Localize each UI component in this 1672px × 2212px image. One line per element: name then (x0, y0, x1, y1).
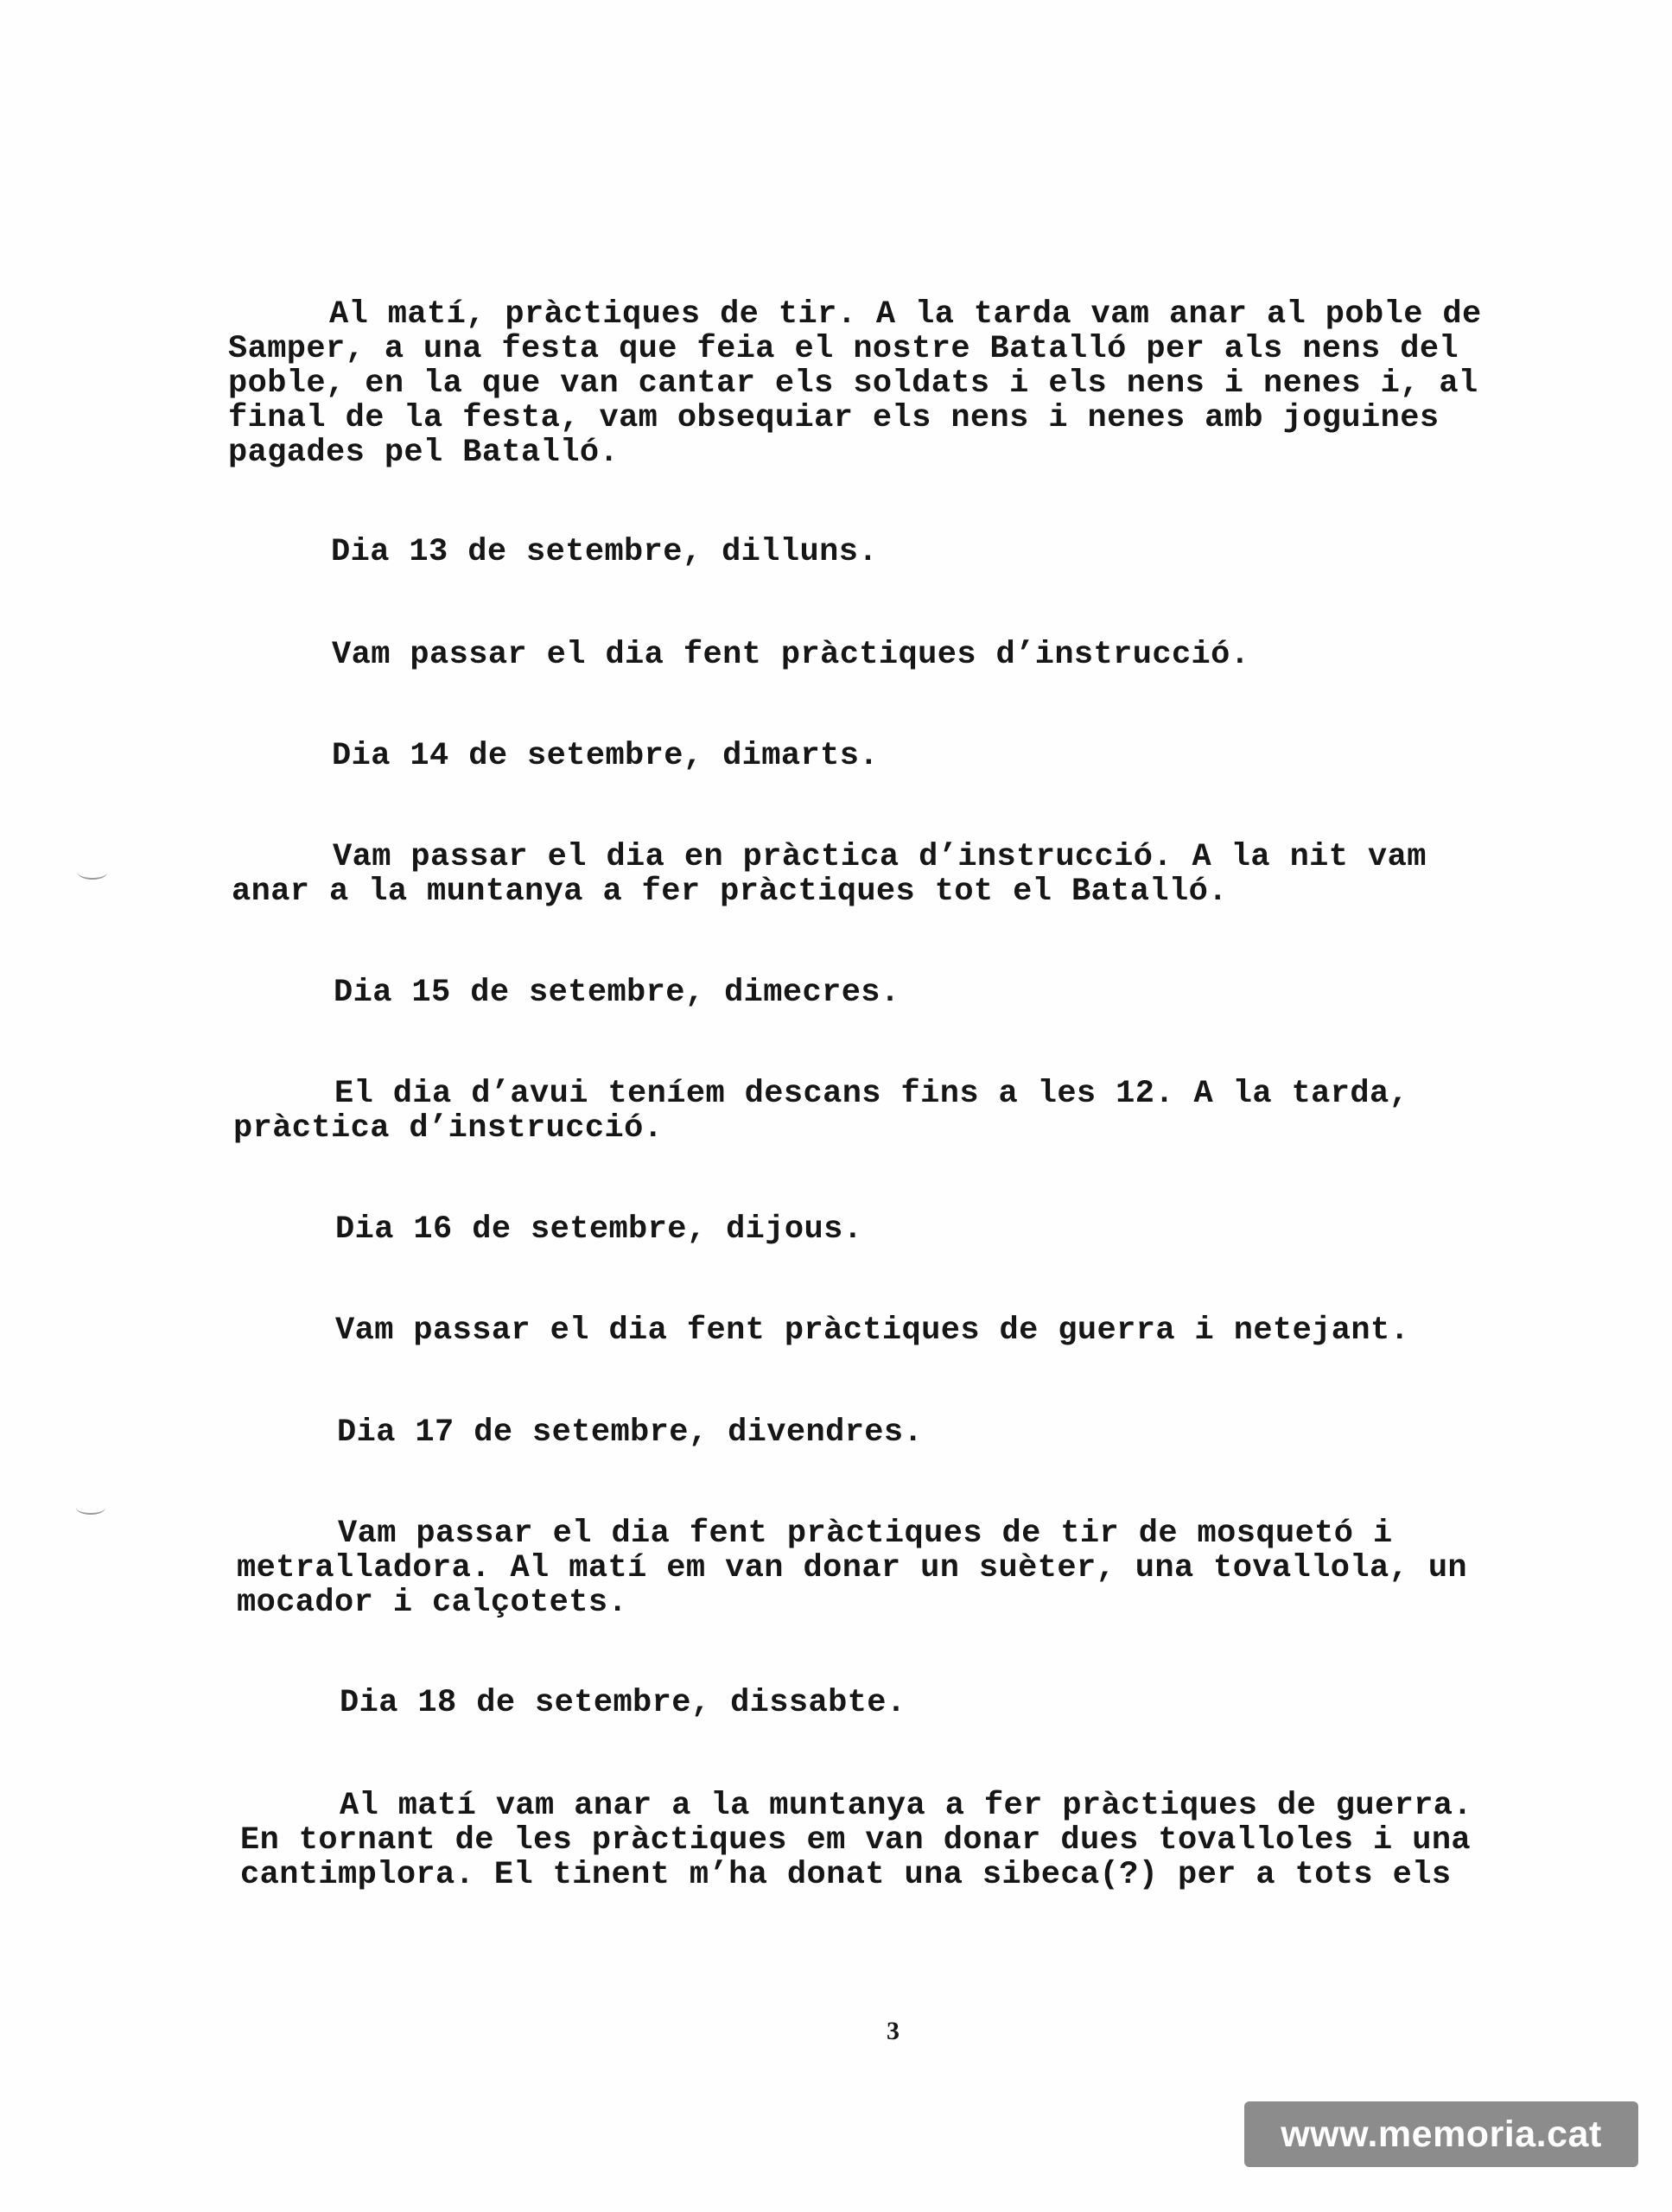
punch-hole-mark (76, 1501, 105, 1515)
date-heading: Dia 16 de setembre, dijous. (335, 1211, 863, 1248)
text-line: poble, en la que van cantar els soldats i els nens i nenes i, al (228, 365, 1478, 402)
text-line: Al matí, pràctiques de tir. A la tarda vam anar al poble de (329, 296, 1482, 333)
text-line: pràctica d’instrucció. (233, 1110, 664, 1147)
text-line: final de la festa, vam obsequiar els nens i nenes amb joguines (228, 400, 1440, 436)
text-line: mocador i calçotets. (237, 1585, 628, 1621)
date-heading: Dia 18 de setembre, dissabte. (340, 1685, 906, 1721)
date-heading: Dia 15 de setembre, dimecres. (334, 975, 900, 1011)
text-line: Vam passar el dia en pràctica d’instrucció. A la nit vam (333, 839, 1427, 875)
page-number: 3 (887, 2017, 900, 2045)
text-line: cantimplora. El tinent m’ha donat una sibeca(?) per a tots els (240, 1857, 1452, 1893)
text-line: metralladora. Al matí em van donar un suèter, una tovallola, un (237, 1550, 1468, 1586)
text-line: Vam passar el dia fent pràctiques de tir de mosquetó i (338, 1516, 1393, 1552)
text-line: pagades pel Batalló. (228, 435, 620, 471)
text-line: El dia d’avui teníem descans fins a les 12. A la tarda, (334, 1076, 1409, 1112)
date-heading: Dia 14 de setembre, dimarts. (332, 738, 879, 774)
date-heading: Dia 13 de setembre, dilluns. (331, 534, 878, 570)
text-line: anar a la muntanya a fer pràctiques tot el Batalló. (232, 874, 1228, 910)
date-heading: Dia 17 de setembre, divendres. (337, 1414, 924, 1451)
text-line: Al matí vam anar a la muntanya a fer pràctiques de guerra. (340, 1788, 1473, 1824)
text-line: Vam passar el dia fent pràctiques de guerra i netejant. (335, 1313, 1410, 1349)
text-line: En tornant de les pràctiques em van donar dues tovalloles i una (240, 1822, 1472, 1859)
punch-hole-mark (78, 866, 107, 880)
text-line: Samper, a una festa que feia el nostre Batalló per als nens del (228, 331, 1459, 367)
watermark-badge: www.memoria.cat (1244, 2101, 1638, 2167)
text-line: Vam passar el dia fent pràctiques d’instrucció. (332, 637, 1250, 673)
